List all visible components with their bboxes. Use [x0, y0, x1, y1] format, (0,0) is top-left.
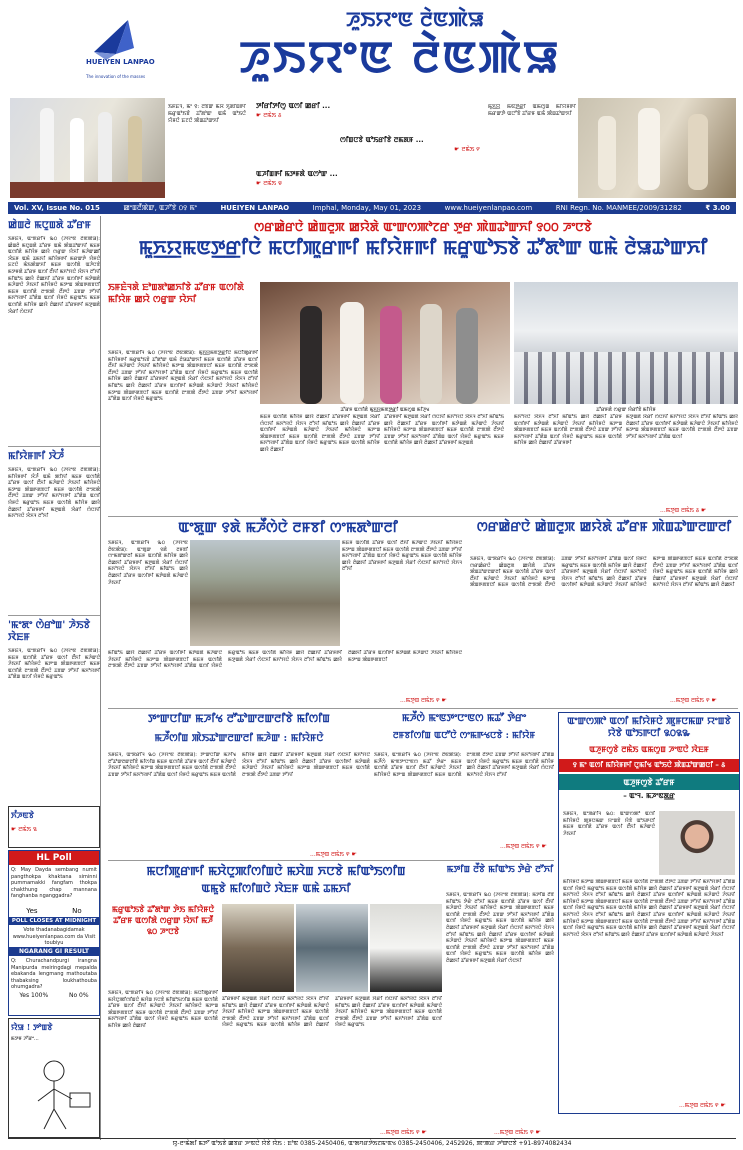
lead-sub: ꯏꯝꯐꯥꯜꯗꯥ ꯐꯣꯡꯗꯣꯀꯈꯤꯕꯥ ꯊꯧꯔꯝ ꯑꯁꯤꯗꯥ ꯃꯤꯌꯥꯝ ꯀꯌꯥ ꯁꯔꯨꯛ ꯌꯥꯈꯤ — [108, 283, 244, 305]
story-g-body: ꯏꯝꯐꯥꯜ, ꯑꯦꯞꯔꯤꯜ ꯳꯰ (ꯍꯌꯦꯟ ꯂꯥꯟꯄꯥꯎ): ꯃꯇꯤꯡ ꯂꯩꯕꯥ ꯃꯤꯑꯣꯏ ꯇꯥꯔꯥ ꯂꯧꯈꯤ ꯃꯐꯝ ꯑꯁꯤꯗꯥ ꯊꯧꯔꯝ ꯑꯁꯤ ꯂꯩꯈꯤ ꯃꯍꯥꯛꯅꯥ ꯍꯥꯏꯈꯤ ꯃꯤꯌꯥꯝꯅꯥ ꯃꯇꯦꯡ ꯄꯥꯡꯒꯗꯕꯅꯤ ꯃꯐꯝ ꯑꯁꯤꯗꯥ ꯂꯦꯞꯄꯥ ꯂꯩꯇꯅꯥ ꯊꯕꯛ ꯇꯧꯈꯤ ꯃꯈꯣꯌꯒꯤ ꯊꯧꯗꯥꯡ ꯑꯁꯤ ꯌꯥꯝꯅꯥ ꯃꯔꯨꯑꯣꯏ ꯃꯐꯝ ꯑꯁꯤꯗꯥ ꯃꯤꯌꯥꯝ ꯀꯌꯥ ꯂꯥꯀꯈꯤ ꯊꯧꯔꯝꯒꯤ ꯃꯇꯨꯡꯗꯥ ꯋꯥꯔꯤ ꯁꯥꯅꯈꯤ ꯃꯈꯣꯌꯅꯥ ꯋꯥꯈꯜ ꯂꯧꯈꯤ ꯃꯤꯑꯣꯏ ꯀꯌꯥ ꯂꯥꯀꯈꯤ ꯊꯧꯔꯝ ꯑꯁꯤꯒꯤ ꯃꯇꯥꯡꯗꯥ ꯃꯍꯥꯛꯅꯥ ꯍꯥꯏꯈꯤ ꯃꯤꯌꯥꯝꯅꯥ ꯃꯇꯦꯡ ꯄꯥꯡꯒꯗꯕꯅꯤ ꯃꯐꯝ ꯑꯁꯤꯗꯥ ꯂꯦꯞꯄꯥ ꯂꯩꯇꯅꯥ ꯊꯕꯛ ꯇꯧꯈꯤ ꯃꯈꯣꯌꯒꯤ ꯊꯧꯗꯥꯡ ꯑꯁꯤ ꯌꯥꯝꯅꯥ ꯃꯔꯨꯑꯣꯏ ꯃꯐꯝ ꯑꯁꯤꯗꯥ ꯃꯤꯌꯥꯝ ꯀꯌꯥ ꯂꯥꯀꯈꯤ ꯊꯧꯔꯝꯒꯤ ꯃꯇꯨꯡꯗꯥ ꯋꯥꯔꯤ ꯁꯥꯅꯈꯤ — [446, 892, 554, 964]
box-right-red-band: ꯱ ꯃꯦ ꯑꯁꯤ ꯃꯤꯌꯥꯝꯒꯤ ꯅꯨꯃꯤꯠ ꯑꯣꯏꯅꯥ ꯄꯥꯡꯊꯣꯛꯀꯅꯤ – ꯴ — [559, 759, 739, 772]
result-yes: Yes 100% — [19, 992, 49, 999]
story-d-headline: ꯇꯦꯛꯅꯤꯛ ꯃꯍꯤꯠ ꯂꯧꯊꯣꯛꯂꯛꯂꯤꯕꯥ ꯃꯤꯁꯤꯡ — [148, 712, 330, 725]
sidebar-story1-text: ꯏꯝꯐꯥꯜ, ꯑꯦꯞꯔꯤꯜ ꯳꯰ (ꯍꯌꯦꯟ ꯂꯥꯟꯄꯥꯎ): ꯀꯥꯡꯂꯥ ꯃꯅꯨꯡꯗꯥ ꯊꯧꯔꯝ ꯑꯃꯥ ꯄꯥꯡꯊꯣꯛꯈꯤ ꯃꯐꯝ ꯑꯁꯤꯗꯥ ꯃꯤꯌꯥꯝ ꯀꯌꯥ ꯁꯔꯨꯛ ꯌꯥꯈꯤ ꯃꯍꯥꯛꯀꯤ ꯋꯥꯐꯝ ꯑꯃꯥ ꯊꯃꯈꯤ ꯃꯤꯌꯥꯝꯒꯤ ꯃꯔꯛꯇꯥ ꯌꯥꯝꯅꯥ ꯐꯖꯅꯥ ꯃꯥꯏꯄꯥꯛꯈꯤ ꯃꯐꯝ ꯑꯁꯤꯗꯥ ꯑꯍꯥꯅꯕꯥ ꯃꯇꯝꯗꯥ ꯊꯧꯔꯝ ꯑꯁꯤ ꯂꯩꯈꯤ ꯃꯈꯣꯌꯅꯥ ꯋꯥꯈꯜ ꯂꯧꯈꯤ ꯃꯤꯑꯣꯏ ꯀꯌꯥ ꯂꯥꯀꯈꯤ ꯊꯧꯔꯝ ꯑꯁꯤꯒꯤ ꯃꯇꯥꯡꯗꯥ ꯃꯍꯥꯛꯅꯥ ꯍꯥꯏꯈꯤ ꯃꯤꯌꯥꯝꯅꯥ ꯃꯇꯦꯡ ꯄꯥꯡꯒꯗꯕꯅꯤ ꯃꯐꯝ ꯑꯁꯤꯗꯥ ꯂꯦꯞꯄꯥ ꯂꯩꯇꯅꯥ ꯊꯕꯛ ꯇꯧꯈꯤ ꯃꯈꯣꯌꯒꯤ ꯊꯧꯗꯥꯡ ꯑꯁꯤ ꯌꯥꯝꯅꯥ ꯃꯔꯨꯑꯣꯏ ꯃꯐꯝ ꯑꯁꯤꯗꯥ ꯃꯤꯌꯥꯝ ꯀꯌꯥ ꯂꯥꯀꯈꯤ ꯊꯧꯔꯝꯒꯤ ꯃꯇꯨꯡꯗꯥ ꯋꯥꯔꯤ ꯁꯥꯅꯈꯤ — [8, 236, 100, 315]
top-left-photo — [10, 98, 165, 198]
story-b-col3: ꯃꯤꯑꯣꯏ ꯀꯌꯥ ꯂꯥꯀꯈꯤ ꯊꯧꯔꯝ ꯑꯁꯤꯒꯤ ꯃꯇꯥꯡꯗꯥ ꯃꯍꯥꯛꯅꯥ ꯍꯥꯏꯈꯤ ꯃꯤꯌꯥꯝꯅꯥ ꯃꯇꯦꯡ ꯄꯥꯡꯒꯗꯕꯅꯤ ꯃꯐꯝ ꯑꯁꯤꯗꯥ ꯂꯦꯞꯄꯥ ꯂꯩꯇꯅꯥ ꯊꯕꯛ ꯇꯧꯈꯤ ꯃꯈꯣꯌꯒꯤ ꯊꯧꯗꯥꯡ ꯑꯁꯤ ꯌꯥꯝꯅꯥ ꯃꯔꯨꯑꯣꯏ ꯃꯐꯝ ꯑꯁꯤꯗꯥ ꯃꯤꯌꯥꯝ ꯀꯌꯥ ꯂꯥꯀꯈꯤ ꯊꯧꯔꯝꯒꯤ ꯃꯇꯨꯡꯗꯥ ꯋꯥꯔꯤ ꯁꯥꯅꯈꯤ ꯃꯈꯣꯌꯅꯥ ꯋꯥꯈꯜ ꯂꯧꯈꯤ ꯃꯤꯑꯣꯏ ꯀꯌꯥ ꯂꯥꯀꯈꯤ ꯊꯧꯔꯝ ꯑꯁꯤꯒꯤ ꯃꯇꯥꯡꯗꯥ ꯃꯍꯥꯛꯅꯥ ꯍꯥꯏꯈꯤ ꯃꯤꯌꯥꯝꯅꯥ ꯃꯇꯦꯡ ꯄꯥꯡꯒꯗꯕꯅꯤ — [108, 650, 462, 670]
story-b-col2: ꯃꯐꯝ ꯑꯁꯤꯗꯥ ꯊꯧꯔꯝ ꯑꯁꯤ ꯂꯩꯈꯤ ꯃꯍꯥꯛꯅꯥ ꯍꯥꯏꯈꯤ ꯃꯤꯌꯥꯝꯅꯥ ꯃꯇꯦꯡ ꯄꯥꯡꯒꯗꯕꯅꯤ ꯃꯐꯝ ꯑꯁꯤꯗꯥ ꯂꯦꯞꯄꯥ ꯂꯩꯇꯅꯥ ꯊꯕꯛ ꯇꯧꯈꯤ ꯃꯈꯣꯌꯒꯤ ꯊꯧꯗꯥꯡ ꯑꯁꯤ ꯌꯥꯝꯅꯥ ꯃꯔꯨꯑꯣꯏ ꯃꯐꯝ ꯑꯁꯤꯗꯥ ꯃꯤꯌꯥꯝ ꯀꯌꯥ ꯂꯥꯀꯈꯤ ꯊꯧꯔꯝꯒꯤ ꯃꯇꯨꯡꯗꯥ ꯋꯥꯔꯤ ꯁꯥꯅꯈꯤ ꯃꯈꯣꯌꯅꯥ ꯋꯥꯈꯜ ꯂꯧꯈꯤ — [342, 540, 462, 573]
teaser-text: ꯑꯍꯤꯡꯒꯤ ꯃꯇꯝꯗꯥ ꯑꯁꯣꯛ ... — [256, 170, 338, 178]
poll-question: Q: May Dayda sembang numit pangthokpa khaktana siminni pummamakki fangfam thokpa chakthung chap mannana fanghanba nganggadra? — [11, 867, 97, 900]
cartoon-caption: ꯃꯇꯝ ꯍꯧꯔꯦ... — [11, 1036, 39, 1042]
story-b-col1: ꯏꯝꯐꯥꯜ, ꯑꯦꯞꯔꯤꯜ ꯳꯰ (ꯍꯌꯦꯟ ꯂꯥꯟꯄꯥꯎ): ꯑꯦꯗꯨꯛ ꯱ꯗꯥ ꯂꯝꯕꯤ ꯁꯦꯃꯗꯣꯛꯂꯤ ꯃꯐꯝ ꯑꯁꯤꯗꯥ ꯃꯤꯌꯥꯝ ꯀꯌꯥ ꯂꯥꯀꯈꯤ ꯊꯧꯔꯝꯒꯤ ꯃꯇꯨꯡꯗꯥ ꯋꯥꯔꯤ ꯁꯥꯅꯈꯤ ꯃꯈꯣꯌꯅꯥ ꯋꯥꯈꯜ ꯂꯧꯈꯤ ꯃꯤꯑꯣꯏ ꯀꯌꯥ ꯂꯥꯀꯈꯤ ꯊꯧꯔꯝ ꯑꯁꯤꯒꯤ ꯃꯇꯥꯡꯗꯥ ꯃꯍꯥꯛꯅꯥ ꯍꯥꯏꯈꯤ — [108, 540, 188, 586]
left-blurb: ꯏꯝꯐꯥꯜ, ꯃꯦ ꯱: ꯂꯩꯕꯥꯛ ꯃꯆꯥ ꯈꯨꯗꯤꯡꯒꯤ ꯃꯔꯨꯑꯣꯏꯕꯥ ꯊꯧꯗꯣꯛ ꯑꯃꯥ ꯑꯣꯏꯅꯥ ꯌꯥꯝꯅꯥ ꯐꯖꯅꯥ ꯄꯥꯡꯊꯣꯛꯈꯤ — [168, 104, 246, 124]
box-right-continued[interactable]: ...ꯃꯇꯨꯡ ꯂꯃꯥꯏ ꯵ ☛ — [679, 1102, 726, 1109]
info-left-text: ꯀꯦꯡꯂꯩꯄꯥꯛ, ꯑꯍꯧꯕꯥ ꯰꯱ ꯃꯦ — [123, 203, 197, 212]
lead-body-col1: ꯏꯝꯐꯥꯜ, ꯑꯦꯞꯔꯤꯜ ꯳꯰ (ꯍꯌꯦꯟ ꯂꯥꯟꯄꯥꯎ): ꯃꯨꯈ꯭ꯌꯃꯟꯇ꯭ꯔꯤꯅꯥ ꯃꯅꯤꯄꯨꯔꯒꯤ ꯃꯤꯌꯥꯝꯒꯤ ꯃꯔꯨꯑꯣꯏꯕꯥ ꯊꯧꯗꯣꯛ ꯑꯃꯥ ꯂꯥꯎꯊꯣꯛꯈꯤ ꯃꯐꯝ ꯑꯁꯤꯗꯥ ꯊꯧꯔꯝ ꯑꯁꯤ ꯂꯩꯈꯤ ꯃꯍꯥꯛꯅꯥ ꯍꯥꯏꯈꯤ ꯃꯤꯌꯥꯝꯅꯥ ꯃꯇꯦꯡ ꯄꯥꯡꯒꯗꯕꯅꯤ ꯃꯐꯝ ꯑꯁꯤꯗꯥ ꯂꯦꯞꯄꯥ ꯂꯩꯇꯅꯥ ꯊꯕꯛ ꯇꯧꯈꯤ ꯃꯈꯣꯌꯒꯤ ꯊꯧꯗꯥꯡ ꯑꯁꯤ ꯌꯥꯝꯅꯥ ꯃꯔꯨꯑꯣꯏ ꯃꯐꯝ ꯑꯁꯤꯗꯥ ꯃꯤꯌꯥꯝ ꯀꯌꯥ ꯂꯥꯀꯈꯤ ꯊꯧꯔꯝꯒꯤ ꯃꯇꯨꯡꯗꯥ ꯋꯥꯔꯤ ꯁꯥꯅꯈꯤ ꯃꯈꯣꯌꯅꯥ ꯋꯥꯈꯜ ꯂꯧꯈꯤ ꯃꯤꯑꯣꯏ ꯀꯌꯥ ꯂꯥꯀꯈꯤ ꯊꯧꯔꯝ ꯑꯁꯤꯒꯤ ꯃꯇꯥꯡꯗꯥ ꯃꯍꯥꯛꯅꯥ ꯍꯥꯏꯈꯤ ꯃꯤꯌꯥꯝꯅꯥ ꯃꯇꯦꯡ ꯄꯥꯡꯒꯗꯕꯅꯤ ꯃꯐꯝ ꯑꯁꯤꯗꯥ ꯂꯦꯞꯄꯥ ꯂꯩꯇꯅꯥ ꯊꯕꯛ ꯇꯧꯈꯤ ꯃꯈꯣꯌꯒꯤ ꯊꯧꯗꯥꯡ ꯑꯁꯤ ꯌꯥꯝꯅꯥ ꯃꯔꯨꯑꯣꯏ — [108, 350, 258, 403]
story-d-sub: ꯃꯍꯩꯁꯤꯡ ꯄꯥꯏꯊꯣꯛꯂꯛꯂꯤ ꯃꯍꯥꯛ : ꯃꯤꯌꯥꯝꯅꯥ — [154, 733, 324, 744]
lead-photo-1 — [260, 282, 510, 404]
cartoon-box — [8, 1018, 100, 1138]
dateline: Imphal, Monday, May 01, 2023 — [312, 204, 422, 212]
cartoon-drawing — [10, 1049, 98, 1133]
info-bar — [8, 202, 736, 214]
story-g-headline: ꯃꯇꯤꯡ ꯂꯩꯕꯥ ꯃꯤꯑꯣꯏ ꯇꯥꯔꯥ ꯂꯧꯈꯤ — [446, 865, 554, 875]
poll-box — [8, 850, 100, 1016]
teaser-page: ☛ ꯂꯃꯥꯏ ꯶ — [256, 180, 283, 187]
volume: Vol. XV, Issue No. 015 — [14, 204, 100, 212]
lead-caption-2: ꯊꯧꯔꯝꯗꯥ ꯁꯔꯨꯛ ꯌꯥꯔꯤꯕꯥ ꯃꯤꯌꯥꯝ — [596, 407, 656, 413]
notice-page[interactable]: ☛ ꯂꯃꯥꯏ ꯲ — [11, 826, 37, 833]
poll-options — [9, 907, 99, 915]
lead-photo-2 — [514, 282, 738, 404]
brand: HUEIYEN LANPAO — [220, 204, 290, 212]
notice-title: ꯈꯪꯍꯟꯕꯥ — [11, 810, 35, 820]
sidebar-story2-title: ꯃꯤꯌꯥꯝꯒꯤ ꯋꯥꯍꯪ — [8, 451, 65, 462]
story-f-photo-1 — [222, 904, 294, 992]
price: ₹ 3.00 — [705, 204, 730, 212]
footer: ꯌꯨ-ꯂꯦꯃꯥꯗꯤ ꯃꯇꯧ ꯑꯣꯏꯕꯥ ꯀꯕꯔ ꯍꯦꯟꯅꯥ ꯌꯥꯕꯥ ꯌꯥꯏ : ꯐꯣꯟ 0385-2450406, ꯑꯦꯗꯚꯔꯇꯥꯏꯖꯃꯦꯟꯠ 0385-2450406, 2452926, ꯄꯦꯄꯔ ꯍꯣꯛꯅꯕꯥ +91-8974082434 — [8, 1138, 736, 1149]
story-f-headline: ꯃꯅꯤꯄꯨꯔꯒꯤ ꯃꯆꯥꯅꯨꯄꯤꯁꯤꯡꯅꯥ ꯃꯆꯥꯡ ꯈꯅꯕꯥ ꯃꯤꯑꯣꯏꯁꯤꯡ — [146, 864, 406, 878]
rule — [108, 708, 738, 709]
story-b-photo — [190, 540, 340, 646]
box-right-body-top: ꯏꯝꯐꯥꯜ, ꯑꯦꯞꯔꯤꯜ ꯳꯰: ꯑꯦꯛꯁꯄꯣ ꯑꯁꯤ ꯃꯤꯌꯥꯝꯅꯥ ꯄꯨꯝꯅꯃꯛ ꯌꯦꯡꯕꯥ ꯌꯥꯕꯥ ꯑꯣꯏꯒꯅꯤ ꯃꯐꯝ ꯑꯁꯤꯗꯥ ꯊꯧꯔꯝ ꯑꯁꯤ ꯂꯩꯈꯤ ꯃꯍꯥꯛꯅꯥ ꯍꯥꯏꯈꯤ — [563, 811, 655, 837]
right-blurb: ꯃꯨꯈ꯭ꯌ ꯃꯟꯇ꯭ꯔꯤ ꯑꯃꯁꯨꯡ ꯃꯤꯌꯥꯝꯒꯤ ꯃꯔꯛꯇꯥ ꯑꯅꯧꯕꯥ ꯊꯧꯔꯝ ꯑꯃꯥ ꯄꯥꯡꯊꯣꯛꯈꯤ — [488, 104, 576, 117]
website: www.hueiyenlanpao.com — [444, 204, 533, 212]
rule — [108, 860, 554, 861]
masthead — [0, 0, 743, 96]
story-g-continued[interactable]: ...ꯃꯇꯨꯡ ꯂꯃꯥꯏ ꯵ ☛ — [494, 1129, 541, 1136]
regn: RNI Regn. No. MANMEE/2009/31282 — [555, 204, 682, 212]
logo-tagline: The innovation of the masses — [86, 74, 146, 79]
story-e-body: ꯏꯝꯐꯥꯜ, ꯑꯦꯞꯔꯤꯜ ꯳꯰ (ꯍꯌꯦꯟ ꯂꯥꯟꯄꯥꯎ): ꯃꯍꯩꯁꯥ ꯃꯦꯟꯇꯦꯅꯦꯟꯁ ꯃꯊꯧ ꯇꯥꯔꯦ ꯃꯐꯝ ꯑꯁꯤꯗꯥ ꯊꯧꯔꯝ ꯑꯁꯤ ꯂꯩꯈꯤ ꯃꯍꯥꯛꯅꯥ ꯍꯥꯏꯈꯤ ꯃꯤꯌꯥꯝꯅꯥ ꯃꯇꯦꯡ ꯄꯥꯡꯒꯗꯕꯅꯤ ꯃꯐꯝ ꯑꯁꯤꯗꯥ ꯂꯦꯞꯄꯥ ꯂꯩꯇꯅꯥ ꯊꯕꯛ ꯇꯧꯈꯤ ꯃꯈꯣꯌꯒꯤ ꯊꯧꯗꯥꯡ ꯑꯁꯤ ꯌꯥꯝꯅꯥ ꯃꯔꯨꯑꯣꯏ ꯃꯐꯝ ꯑꯁꯤꯗꯥ ꯃꯤꯌꯥꯝ ꯀꯌꯥ ꯂꯥꯀꯈꯤ ꯊꯧꯔꯝꯒꯤ ꯃꯇꯨꯡꯗꯥ ꯋꯥꯔꯤ ꯁꯥꯅꯈꯤ ꯃꯈꯣꯌꯅꯥ ꯋꯥꯈꯜ ꯂꯧꯈꯤ — [374, 752, 554, 778]
sidebar-story3-text: ꯏꯝꯐꯥꯜ, ꯑꯦꯞꯔꯤꯜ ꯳꯰ (ꯍꯌꯦꯟ ꯂꯥꯟꯄꯥꯎ): ꯃꯐꯝ ꯑꯁꯤꯗꯥ ꯊꯧꯔꯝ ꯑꯁꯤ ꯂꯩꯈꯤ ꯃꯍꯥꯛꯅꯥ ꯍꯥꯏꯈꯤ ꯃꯤꯌꯥꯝꯅꯥ ꯃꯇꯦꯡ ꯄꯥꯡꯒꯗꯕꯅꯤ ꯃꯐꯝ ꯑꯁꯤꯗꯥ ꯂꯦꯞꯄꯥ ꯂꯩꯇꯅꯥ ꯊꯕꯛ ꯇꯧꯈꯤ ꯃꯈꯣꯌꯒꯤ ꯊꯧꯗꯥꯡ ꯑꯁꯤ ꯌꯥꯝꯅꯥ ꯃꯔꯨꯑꯣꯏ — [8, 648, 100, 681]
top-right-photo — [578, 98, 736, 198]
box-right-sub: ꯑꯍꯨꯝꯁꯨꯕꯥ ꯂꯃꯥꯏ ꯑꯃꯁꯨꯡ ꯍꯦꯟꯅꯥ ꯋꯥꯐꯝ — [589, 745, 709, 754]
teaser-text: ꯇꯤꯔꯤꯇꯤꯁꯨ ꯑꯁꯤ ꯀꯔꯤ ... — [256, 102, 331, 110]
box-right-headline: ꯑꯦꯛꯁꯄꯣ ꯑꯁꯤ ꯃꯤꯌꯥꯝꯅꯥ ꯄꯨꯝꯅꯃꯛ ꯌꯦꯡꯕꯥ ꯌꯥꯕꯥ ꯑꯣꯏꯒꯅꯤ ꯲꯰꯲꯳ — [567, 716, 731, 739]
lead-headline: ꯃꯨꯈ꯭ꯌꯃꯟꯇ꯭ꯔꯤꯅꯥ ꯃꯅꯤꯄꯨꯔꯒꯤ ꯃꯤꯌꯥꯝꯒꯤ ꯃꯔꯨꯑꯣꯏꯕꯥ ꯊꯧꯗꯣꯛ ꯑꯃꯥ ꯂꯥꯎꯊꯣꯛꯈꯤ — [138, 237, 708, 259]
masthead-title-small: ꯍꯨꯏꯌꯦꯟ ꯂꯥꯟꯄꯥꯎ — [346, 7, 484, 31]
lead-body-col4: ꯃꯈꯣꯌꯅꯥ ꯋꯥꯈꯜ ꯂꯧꯈꯤ ꯃꯤꯑꯣꯏ ꯀꯌꯥ ꯂꯥꯀꯈꯤ ꯊꯧꯔꯝ ꯑꯁꯤꯒꯤ ꯃꯇꯥꯡꯗꯥ ꯃꯍꯥꯛꯅꯥ ꯍꯥꯏꯈꯤ ꯃꯤꯌꯥꯝꯅꯥ ꯃꯇꯦꯡ ꯄꯥꯡꯒꯗꯕꯅꯤ ꯃꯐꯝ ꯑꯁꯤꯗꯥ ꯂꯦꯞꯄꯥ ꯂꯩꯇꯅꯥ ꯊꯕꯛ ꯇꯧꯈꯤ ꯃꯈꯣꯌꯒꯤ ꯊꯧꯗꯥꯡ ꯑꯁꯤ ꯌꯥꯝꯅꯥ ꯃꯔꯨꯑꯣꯏ ꯃꯐꯝ ꯑꯁꯤꯗꯥ ꯃꯤꯌꯥꯝ ꯀꯌꯥ ꯂꯥꯀꯈꯤ ꯊꯧꯔꯝꯒꯤ — [514, 414, 622, 447]
story-f-body: ꯊꯧꯔꯝꯒꯤ ꯃꯇꯨꯡꯗꯥ ꯋꯥꯔꯤ ꯁꯥꯅꯈꯤ ꯃꯈꯣꯌꯅꯥ ꯋꯥꯈꯜ ꯂꯧꯈꯤ ꯃꯤꯑꯣꯏ ꯀꯌꯥ ꯂꯥꯀꯈꯤ ꯊꯧꯔꯝ ꯑꯁꯤꯒꯤ ꯃꯇꯥꯡꯗꯥ ꯃꯍꯥꯛꯅꯥ ꯍꯥꯏꯈꯤ ꯃꯤꯌꯥꯝꯅꯥ ꯃꯇꯦꯡ ꯄꯥꯡꯒꯗꯕꯅꯤ ꯃꯐꯝ ꯑꯁꯤꯗꯥ ꯂꯦꯞꯄꯥ ꯂꯩꯇꯅꯥ ꯊꯕꯛ ꯇꯧꯈꯤ ꯃꯈꯣꯌꯒꯤ ꯊꯧꯗꯥꯡ ꯑꯁꯤ ꯌꯥꯝꯅꯥ ꯃꯔꯨꯑꯣꯏ ꯃꯐꯝ ꯑꯁꯤꯗꯥ ꯃꯤꯌꯥꯝ ꯀꯌꯥ ꯂꯥꯀꯈꯤ ꯊꯧꯔꯝꯒꯤ ꯃꯇꯨꯡꯗꯥ ꯋꯥꯔꯤ ꯁꯥꯅꯈꯤ ꯃꯈꯣꯌꯅꯥ ꯋꯥꯈꯜ ꯂꯧꯈꯤ ꯃꯤꯑꯣꯏ ꯀꯌꯥ ꯂꯥꯀꯈꯤ ꯊꯧꯔꯝ ꯑꯁꯤꯒꯤ ꯃꯇꯥꯡꯗꯥ ꯃꯍꯥꯛꯅꯥ ꯍꯥꯏꯈꯤ ꯃꯤꯌꯥꯝꯅꯥ ꯃꯇꯦꯡ ꯄꯥꯡꯒꯗꯕꯅꯤ ꯃꯐꯝ ꯑꯁꯤꯗꯥ ꯂꯦꯞꯄꯥ ꯂꯩꯇꯅꯥ ꯊꯕꯛ ꯇꯧꯈꯤ ꯃꯈꯣꯌꯒꯤ ꯊꯧꯗꯥꯡ ꯑꯁꯤ ꯌꯥꯝꯅꯥ ꯃꯔꯨꯑꯣꯏ — [222, 996, 442, 1029]
story-e-headline: ꯃꯍꯩꯁꯥ ꯃꯦꯟꯇꯦꯅꯦꯟꯁ ꯃꯊꯧ ꯇꯥꯔꯦ — [401, 713, 527, 724]
lead-caption-1: ꯊꯧꯔꯝ ꯑꯁꯤꯗꯥ ꯃꯨꯈ꯭ꯌꯃꯟꯇ꯭ꯔꯤ ꯑꯃꯁꯨꯡ ꯃꯤꯍꯨꯠ — [340, 407, 430, 413]
teaser-2[interactable] — [340, 136, 480, 153]
lead-body-col3: ꯊꯧꯔꯝꯒꯤ ꯃꯇꯨꯡꯗꯥ ꯋꯥꯔꯤ ꯁꯥꯅꯈꯤ ꯃꯈꯣꯌꯅꯥ ꯋꯥꯈꯜ ꯂꯧꯈꯤ ꯃꯤꯑꯣꯏ ꯀꯌꯥ ꯂꯥꯀꯈꯤ ꯊꯧꯔꯝ ꯑꯁꯤꯒꯤ ꯃꯇꯥꯡꯗꯥ ꯃꯍꯥꯛꯅꯥ ꯍꯥꯏꯈꯤ ꯃꯤꯌꯥꯝꯅꯥ ꯃꯇꯦꯡ ꯄꯥꯡꯒꯗꯕꯅꯤ ꯃꯐꯝ ꯑꯁꯤꯗꯥ ꯂꯦꯞꯄꯥ ꯂꯩꯇꯅꯥ ꯊꯕꯛ ꯇꯧꯈꯤ ꯃꯈꯣꯌꯒꯤ ꯊꯧꯗꯥꯡ ꯑꯁꯤ ꯌꯥꯝꯅꯥ ꯃꯔꯨꯑꯣꯏ ꯃꯐꯝ ꯑꯁꯤꯗꯥ ꯃꯤꯌꯥꯝ ꯀꯌꯥ ꯂꯥꯀꯈꯤ ꯊꯧꯔꯝꯒꯤ ꯃꯇꯨꯡꯗꯥ — [384, 414, 504, 447]
masthead-title-large: ꯍꯨꯏꯌꯦꯟ ꯂꯥꯟꯄꯥꯎ — [239, 32, 561, 83]
sidebar-story1-title: ꯀꯥꯡꯂꯥ ꯃꯅꯨꯡꯗꯥ ꯊꯧꯔꯝ — [8, 220, 91, 231]
rule — [108, 516, 738, 517]
result-title: NGARANG GI RESULT — [9, 947, 99, 956]
left-sidebar — [8, 216, 101, 1140]
box-right-teal-band: ꯑꯍꯨꯝꯁꯨꯕꯥ ꯊꯧꯔꯝ — [559, 774, 739, 790]
teaser-page: ☛ ꯂꯃꯥꯏ ꯴ — [256, 112, 282, 119]
poll-yes[interactable]: Yes — [26, 907, 38, 915]
teaser-block — [250, 98, 486, 198]
story-f-kicker: ꯃꯔꯨꯑꯣꯏꯕꯥ ꯊꯧꯗꯣꯛ ꯇꯥꯏ ꯃꯤꯌꯥꯝꯅꯥ ꯊꯧꯔꯝ ꯑꯁꯤꯗꯥ ꯁꯔꯨꯛ ꯌꯥꯈꯤ ꯃꯍꯩ ꯲꯰ ꯍꯦꯅꯕꯥ — [111, 904, 215, 936]
result-question: Q: Churachandpurgi irangna Manipurda meiringdagi mepalda ebakanda lengmang mathoutaba thabaksing loukhathouba ohumgadra? — [11, 958, 97, 991]
notice-box — [8, 806, 100, 848]
lead-body-col5: ꯃꯇꯨꯡꯗꯥ ꯋꯥꯔꯤ ꯁꯥꯅꯈꯤ ꯃꯈꯣꯌꯅꯥ ꯋꯥꯈꯜ ꯂꯧꯈꯤ ꯃꯤꯑꯣꯏ ꯀꯌꯥ ꯂꯥꯀꯈꯤ ꯊꯧꯔꯝ ꯑꯁꯤꯒꯤ ꯃꯇꯥꯡꯗꯥ ꯃꯍꯥꯛꯅꯥ ꯍꯥꯏꯈꯤ ꯃꯤꯌꯥꯝꯅꯥ ꯃꯇꯦꯡ ꯄꯥꯡꯒꯗꯕꯅꯤ ꯃꯐꯝ ꯑꯁꯤꯗꯥ ꯂꯦꯞꯄꯥ ꯂꯩꯇꯅꯥ ꯊꯕꯛ ꯇꯧꯈꯤ ꯃꯈꯣꯌꯒꯤ ꯊꯧꯗꯥꯡ ꯑꯁꯤ — [626, 414, 738, 440]
poll-vote[interactable]: Vote thadanabagidamak www.hueiyenlanpao.com da Visit toubiyu — [12, 927, 96, 947]
lead-sub-box — [108, 282, 258, 348]
story-b-continued[interactable]: ...ꯃꯇꯨꯡ ꯂꯃꯥꯏ ꯵ ☛ — [400, 697, 447, 704]
story-f-photo-2 — [296, 904, 368, 992]
story-f-continued[interactable]: ...ꯃꯇꯨꯡ ꯂꯃꯥꯏ ꯵ ☛ — [380, 1129, 427, 1136]
sidebar-story2-text: ꯏꯝꯐꯥꯜ, ꯑꯦꯞꯔꯤꯜ ꯳꯰ (ꯍꯌꯦꯟ ꯂꯥꯟꯄꯥꯎ): ꯃꯤꯌꯥꯝꯒꯤ ꯋꯥꯍꯪ ꯑꯃꯥ ꯄꯤꯈꯤ ꯃꯐꯝ ꯑꯁꯤꯗꯥ ꯊꯧꯔꯝ ꯑꯁꯤ ꯂꯩꯈꯤ ꯃꯍꯥꯛꯅꯥ ꯍꯥꯏꯈꯤ ꯃꯤꯌꯥꯝꯅꯥ ꯃꯇꯦꯡ ꯄꯥꯡꯒꯗꯕꯅꯤ ꯃꯐꯝ ꯑꯁꯤꯗꯥ ꯂꯦꯞꯄꯥ ꯂꯩꯇꯅꯥ ꯊꯕꯛ ꯇꯧꯈꯤ ꯃꯈꯣꯌꯒꯤ ꯊꯧꯗꯥꯡ ꯑꯁꯤ ꯌꯥꯝꯅꯥ ꯃꯔꯨꯑꯣꯏ ꯃꯐꯝ ꯑꯁꯤꯗꯥ ꯃꯤꯌꯥꯝ ꯀꯌꯥ ꯂꯥꯀꯈꯤ ꯊꯧꯔꯝꯒꯤ ꯃꯇꯨꯡꯗꯥ ꯋꯥꯔꯤ ꯁꯥꯅꯈꯤ ꯃꯈꯣꯌꯅꯥ ꯋꯥꯈꯜ ꯂꯧꯈꯤ — [8, 467, 100, 520]
box-right-byline: – ꯑꯦꯜ. ꯃꯍꯦꯟꯗ꯭ꯔ — [623, 792, 675, 800]
lead-continued[interactable]: ...ꯃꯇꯨꯡ ꯂꯃꯥꯏ ꯴ ☛ — [660, 507, 707, 514]
logo-name: HUEIYEN LANPAO — [86, 58, 155, 66]
poll-no[interactable]: No — [72, 907, 82, 915]
teaser-3[interactable] — [256, 170, 456, 187]
story-f-body-left: ꯏꯝꯐꯥꯜ, ꯑꯦꯞꯔꯤꯜ ꯳꯰ (ꯍꯌꯦꯟ ꯂꯥꯟꯄꯥꯎ): ꯃꯅꯤꯄꯨꯔꯒꯤ ꯃꯆꯥꯅꯨꯄꯤꯁꯤꯡꯅꯥ ꯃꯆꯥꯡ ꯈꯅꯕꯥ ꯃꯤꯑꯣꯏꯁꯤꯡ ꯃꯐꯝ ꯑꯁꯤꯗꯥ ꯊꯧꯔꯝ ꯑꯁꯤ ꯂꯩꯈꯤ ꯃꯍꯥꯛꯅꯥ ꯍꯥꯏꯈꯤ ꯃꯤꯌꯥꯝꯅꯥ ꯃꯇꯦꯡ ꯄꯥꯡꯒꯗꯕꯅꯤ ꯃꯐꯝ ꯑꯁꯤꯗꯥ ꯂꯦꯞꯄꯥ ꯂꯩꯇꯅꯥ ꯊꯕꯛ ꯇꯧꯈꯤ ꯃꯈꯣꯌꯒꯤ ꯊꯧꯗꯥꯡ ꯑꯁꯤ ꯌꯥꯝꯅꯥ ꯃꯔꯨꯑꯣꯏ ꯃꯐꯝ ꯑꯁꯤꯗꯥ ꯃꯤꯌꯥꯝ ꯀꯌꯥ ꯂꯥꯀꯈꯤ — [108, 990, 218, 1029]
cartoon-title: ꯌꯥꯎ ! ꯇꯣꯡꯕꯥ — [11, 1022, 53, 1032]
story-c-continued[interactable]: ...ꯃꯇꯨꯡ ꯂꯃꯥꯏ ꯵ ☛ — [670, 697, 717, 704]
teaser-1[interactable] — [256, 102, 456, 119]
sidebar-story3-title: 'ꯃꯦꯗꯦ ꯁꯥꯔꯣꯡ' ꯍꯥꯏꯕꯥ ꯋꯥꯐꯝ — [8, 620, 91, 643]
box-right-body: ꯃꯤꯌꯥꯝꯅꯥ ꯃꯇꯦꯡ ꯄꯥꯡꯒꯗꯕꯅꯤ ꯃꯐꯝ ꯑꯁꯤꯗꯥ ꯂꯦꯞꯄꯥ ꯂꯩꯇꯅꯥ ꯊꯕꯛ ꯇꯧꯈꯤ ꯃꯈꯣꯌꯒꯤ ꯊꯧꯗꯥꯡ ꯑꯁꯤ ꯌꯥꯝꯅꯥ ꯃꯔꯨꯑꯣꯏ ꯃꯐꯝ ꯑꯁꯤꯗꯥ ꯃꯤꯌꯥꯝ ꯀꯌꯥ ꯂꯥꯀꯈꯤ ꯊꯧꯔꯝꯒꯤ ꯃꯇꯨꯡꯗꯥ ꯋꯥꯔꯤ ꯁꯥꯅꯈꯤ ꯃꯈꯣꯌꯅꯥ ꯋꯥꯈꯜ ꯂꯧꯈꯤ ꯃꯤꯑꯣꯏ ꯀꯌꯥ ꯂꯥꯀꯈꯤ ꯊꯧꯔꯝ ꯑꯁꯤꯒꯤ ꯃꯇꯥꯡꯗꯥ ꯃꯍꯥꯛꯅꯥ ꯍꯥꯏꯈꯤ ꯃꯤꯌꯥꯝꯅꯥ ꯃꯇꯦꯡ ꯄꯥꯡꯒꯗꯕꯅꯤ ꯃꯐꯝ ꯑꯁꯤꯗꯥ ꯂꯦꯞꯄꯥ ꯂꯩꯇꯅꯥ ꯊꯕꯛ ꯇꯧꯈꯤ ꯃꯈꯣꯌꯒꯤ ꯊꯧꯗꯥꯡ ꯑꯁꯤ ꯌꯥꯝꯅꯥ ꯃꯔꯨꯑꯣꯏ ꯃꯐꯝ ꯑꯁꯤꯗꯥ ꯃꯤꯌꯥꯝ ꯀꯌꯥ ꯂꯥꯀꯈꯤ ꯊꯧꯔꯝꯒꯤ ꯃꯇꯨꯡꯗꯥ ꯋꯥꯔꯤ ꯁꯥꯅꯈꯤ ꯃꯈꯣꯌꯅꯥ ꯋꯥꯈꯜ ꯂꯧꯈꯤ ꯃꯤꯑꯣꯏ ꯀꯌꯥ ꯂꯥꯀꯈꯤ ꯊꯧꯔꯝ ꯑꯁꯤꯒꯤ ꯃꯇꯥꯡꯗꯥ ꯃꯍꯥꯛꯅꯥ ꯍꯥꯏꯈꯤ ꯃꯤꯌꯥꯝꯅꯥ ꯃꯇꯦꯡ ꯄꯥꯡꯒꯗꯕꯅꯤ ꯃꯐꯝ ꯑꯁꯤꯗꯥ ꯂꯦꯞꯄꯥ ꯂꯩꯇꯅꯥ ꯊꯕꯛ ꯇꯧꯈꯤ ꯃꯈꯣꯌꯒꯤ ꯊꯧꯗꯥꯡ ꯑꯁꯤ ꯌꯥꯝꯅꯥ ꯃꯔꯨꯑꯣꯏ ꯃꯐꯝ ꯑꯁꯤꯗꯥ ꯃꯤꯌꯥꯝ ꯀꯌꯥ ꯂꯥꯀꯈꯤ ꯊꯧꯔꯝꯒꯤ ꯃꯇꯨꯡꯗꯥ ꯋꯥꯔꯤ ꯁꯥꯅꯈꯤ ꯃꯈꯣꯌꯅꯥ ꯋꯥꯈꯜ ꯂꯧꯈꯤ ꯃꯤꯑꯣꯏ ꯀꯌꯥ ꯂꯥꯀꯈꯤ ꯊꯧꯔꯝ ꯑꯁꯤꯒꯤ ꯃꯇꯥꯡꯗꯥ ꯃꯍꯥꯛꯅꯥ ꯍꯥꯏꯈꯤ — [563, 879, 735, 938]
story-b-headline: ꯑꯦꯗꯨꯛ ꯱ꯗꯥ ꯃꯍꯩꯁꯥꯅꯥ ꯂꯝꯕꯤ ꯁꯦꯃꯗꯣꯛꯂꯤ — [178, 520, 398, 536]
box-right — [558, 712, 740, 1114]
story-d-body: ꯏꯝꯐꯥꯜ, ꯑꯦꯞꯔꯤꯜ ꯳꯰ (ꯍꯌꯦꯟ ꯂꯥꯟꯄꯥꯎ): ꯇꯦꯛꯅꯤꯛ ꯃꯍꯤꯠ ꯂꯧꯊꯣꯛꯂꯛꯂꯤꯕꯥ ꯃꯤꯁꯤꯡ ꯃꯐꯝ ꯑꯁꯤꯗꯥ ꯊꯧꯔꯝ ꯑꯁꯤ ꯂꯩꯈꯤ ꯃꯍꯥꯛꯅꯥ ꯍꯥꯏꯈꯤ ꯃꯤꯌꯥꯝꯅꯥ ꯃꯇꯦꯡ ꯄꯥꯡꯒꯗꯕꯅꯤ ꯃꯐꯝ ꯑꯁꯤꯗꯥ ꯂꯦꯞꯄꯥ ꯂꯩꯇꯅꯥ ꯊꯕꯛ ꯇꯧꯈꯤ ꯃꯈꯣꯌꯒꯤ ꯊꯧꯗꯥꯡ ꯑꯁꯤ ꯌꯥꯝꯅꯥ ꯃꯔꯨꯑꯣꯏ ꯃꯐꯝ ꯑꯁꯤꯗꯥ ꯃꯤꯌꯥꯝ ꯀꯌꯥ ꯂꯥꯀꯈꯤ ꯊꯧꯔꯝꯒꯤ ꯃꯇꯨꯡꯗꯥ ꯋꯥꯔꯤ ꯁꯥꯅꯈꯤ ꯃꯈꯣꯌꯅꯥ ꯋꯥꯈꯜ ꯂꯧꯈꯤ ꯃꯤꯑꯣꯏ ꯀꯌꯥ ꯂꯥꯀꯈꯤ ꯊꯧꯔꯝ ꯑꯁꯤꯒꯤ ꯃꯇꯥꯡꯗꯥ ꯃꯍꯥꯛꯅꯥ ꯍꯥꯏꯈꯤ ꯃꯤꯌꯥꯝꯅꯥ ꯃꯇꯦꯡ ꯄꯥꯡꯒꯗꯕꯅꯤ ꯃꯐꯝ ꯑꯁꯤꯗꯥ ꯂꯦꯞꯄꯥ ꯂꯩꯇꯅꯥ ꯊꯕꯛ ꯇꯧꯈꯤ — [108, 752, 370, 778]
story-c-body: ꯏꯝꯐꯥꯜ, ꯑꯦꯞꯔꯤꯜ ꯳꯰ (ꯍꯌꯦꯟ ꯂꯥꯟꯄꯥꯎ): ꯁꯔꯀꯥꯔꯅꯥ ꯀꯥꯡꯂꯨꯞ ꯀꯌꯥꯗꯥ ꯊꯧꯔꯝ ꯄꯥꯡꯊꯣꯛꯂꯛꯂꯤ ꯃꯐꯝ ꯑꯁꯤꯗꯥ ꯊꯧꯔꯝ ꯑꯁꯤ ꯂꯩꯈꯤ ꯃꯍꯥꯛꯅꯥ ꯍꯥꯏꯈꯤ ꯃꯤꯌꯥꯝꯅꯥ ꯃꯇꯦꯡ ꯄꯥꯡꯒꯗꯕꯅꯤ ꯃꯐꯝ ꯑꯁꯤꯗꯥ ꯂꯦꯞꯄꯥ ꯂꯩꯇꯅꯥ ꯊꯕꯛ ꯇꯧꯈꯤ ꯃꯈꯣꯌꯒꯤ ꯊꯧꯗꯥꯡ ꯑꯁꯤ ꯌꯥꯝꯅꯥ ꯃꯔꯨꯑꯣꯏ ꯃꯐꯝ ꯑꯁꯤꯗꯥ ꯃꯤꯌꯥꯝ ꯀꯌꯥ ꯂꯥꯀꯈꯤ ꯊꯧꯔꯝꯒꯤ ꯃꯇꯨꯡꯗꯥ ꯋꯥꯔꯤ ꯁꯥꯅꯈꯤ ꯃꯈꯣꯌꯅꯥ ꯋꯥꯈꯜ ꯂꯧꯈꯤ ꯃꯤꯑꯣꯏ ꯀꯌꯥ ꯂꯥꯀꯈꯤ ꯊꯧꯔꯝ ꯑꯁꯤꯒꯤ ꯃꯇꯥꯡꯗꯥ ꯃꯍꯥꯛꯅꯥ ꯍꯥꯏꯈꯤ ꯃꯤꯌꯥꯝꯅꯥ ꯃꯇꯦꯡ ꯄꯥꯡꯒꯗꯕꯅꯤ ꯃꯐꯝ ꯑꯁꯤꯗꯥ ꯂꯦꯞꯄꯥ ꯂꯩꯇꯅꯥ ꯊꯕꯛ ꯇꯧꯈꯤ ꯃꯈꯣꯌꯒꯤ ꯊꯧꯗꯥꯡ ꯑꯁꯤ ꯌꯥꯝꯅꯥ ꯃꯔꯨꯑꯣꯏ ꯃꯐꯝ ꯑꯁꯤꯗꯥ ꯃꯤꯌꯥꯝ ꯀꯌꯥ ꯂꯥꯀꯈꯤ ꯊꯧꯔꯝꯒꯤ ꯃꯇꯨꯡꯗꯥ ꯋꯥꯔꯤ ꯁꯥꯅꯈꯤ ꯃꯈꯣꯌꯅꯥ ꯋꯥꯈꯜ ꯂꯧꯈꯤ ꯃꯤꯑꯣꯏ ꯀꯌꯥ ꯂꯥꯀꯈꯤ — [470, 556, 738, 589]
logo — [88, 14, 140, 64]
lead-kicker: ꯁꯔꯀꯥꯔꯅꯥ ꯀꯥꯡꯂꯨꯞ ꯀꯌꯥꯗꯥ ꯑꯦꯛꯁꯄꯣꯖꯔ ꯇꯨꯔ ꯄꯥꯡꯊꯣꯛꯈꯤ ꯱꯰꯰ ꯍꯦꯅꯕꯥ — [254, 220, 592, 234]
teaser-text: ꯁꯤꯡꯅꯕꯥ ꯑꯣꯏꯔꯤꯕꯥ ꯂꯃꯗꯝ ... — [340, 136, 424, 144]
result-values — [9, 992, 99, 999]
box-right-portrait — [659, 811, 735, 875]
story-d-continued[interactable]: ...ꯃꯇꯨꯡ ꯂꯃꯥꯏ ꯵ ☛ — [310, 851, 357, 858]
lead-body-col2: ꯃꯐꯝ ꯑꯁꯤꯗꯥ ꯃꯤꯌꯥꯝ ꯀꯌꯥ ꯂꯥꯀꯈꯤ ꯊꯧꯔꯝꯒꯤ ꯃꯇꯨꯡꯗꯥ ꯋꯥꯔꯤ ꯁꯥꯅꯈꯤ ꯃꯈꯣꯌꯅꯥ ꯋꯥꯈꯜ ꯂꯧꯈꯤ ꯃꯤꯑꯣꯏ ꯀꯌꯥ ꯂꯥꯀꯈꯤ ꯊꯧꯔꯝ ꯑꯁꯤꯒꯤ ꯃꯇꯥꯡꯗꯥ ꯃꯍꯥꯛꯅꯥ ꯍꯥꯏꯈꯤ ꯃꯤꯌꯥꯝꯅꯥ ꯃꯇꯦꯡ ꯄꯥꯡꯒꯗꯕꯅꯤ ꯃꯐꯝ ꯑꯁꯤꯗꯥ ꯂꯦꯞꯄꯥ ꯂꯩꯇꯅꯥ ꯊꯕꯛ ꯇꯧꯈꯤ ꯃꯈꯣꯌꯒꯤ ꯊꯧꯗꯥꯡ ꯑꯁꯤ ꯌꯥꯝꯅꯥ ꯃꯔꯨꯑꯣꯏ ꯃꯐꯝ ꯑꯁꯤꯗꯥ ꯃꯤꯌꯥꯝ ꯀꯌꯥ ꯂꯥꯀꯈꯤ — [260, 414, 380, 453]
teaser-page: ☛ ꯂꯃꯥꯏ ꯵ — [454, 146, 480, 153]
story-e-continued[interactable]: ...ꯃꯇꯨꯡ ꯂꯃꯥꯏ ꯵ ☛ — [500, 843, 547, 850]
story-e-sub: ꯂꯝꯕꯤꯁꯤꯡ ꯑꯅꯧꯅꯥ ꯁꯦꯃꯒꯠꯅꯕꯥ : ꯃꯤꯌꯥꯝ — [392, 731, 536, 741]
story-f-sub: ꯑꯃꯨꯕꯥ ꯃꯤꯁꯤꯡꯅꯥ ꯋꯥꯐꯝ ꯑꯃꯥ ꯊꯃꯈꯤ — [201, 882, 351, 895]
story-f-photo-3 — [370, 904, 442, 992]
story-c-headline: ꯁꯔꯀꯥꯔꯅꯥ ꯀꯥꯡꯂꯨꯞ ꯀꯌꯥꯗꯥ ꯊꯧꯔꯝ ꯄꯥꯡꯊꯣꯛꯂꯛꯂꯤ — [476, 520, 732, 535]
result-no: No 0% — [68, 992, 89, 999]
poll-closes: POLL CLOSES AT MIDNIGHT — [9, 917, 99, 925]
poll-title: HL Poll — [9, 851, 99, 865]
